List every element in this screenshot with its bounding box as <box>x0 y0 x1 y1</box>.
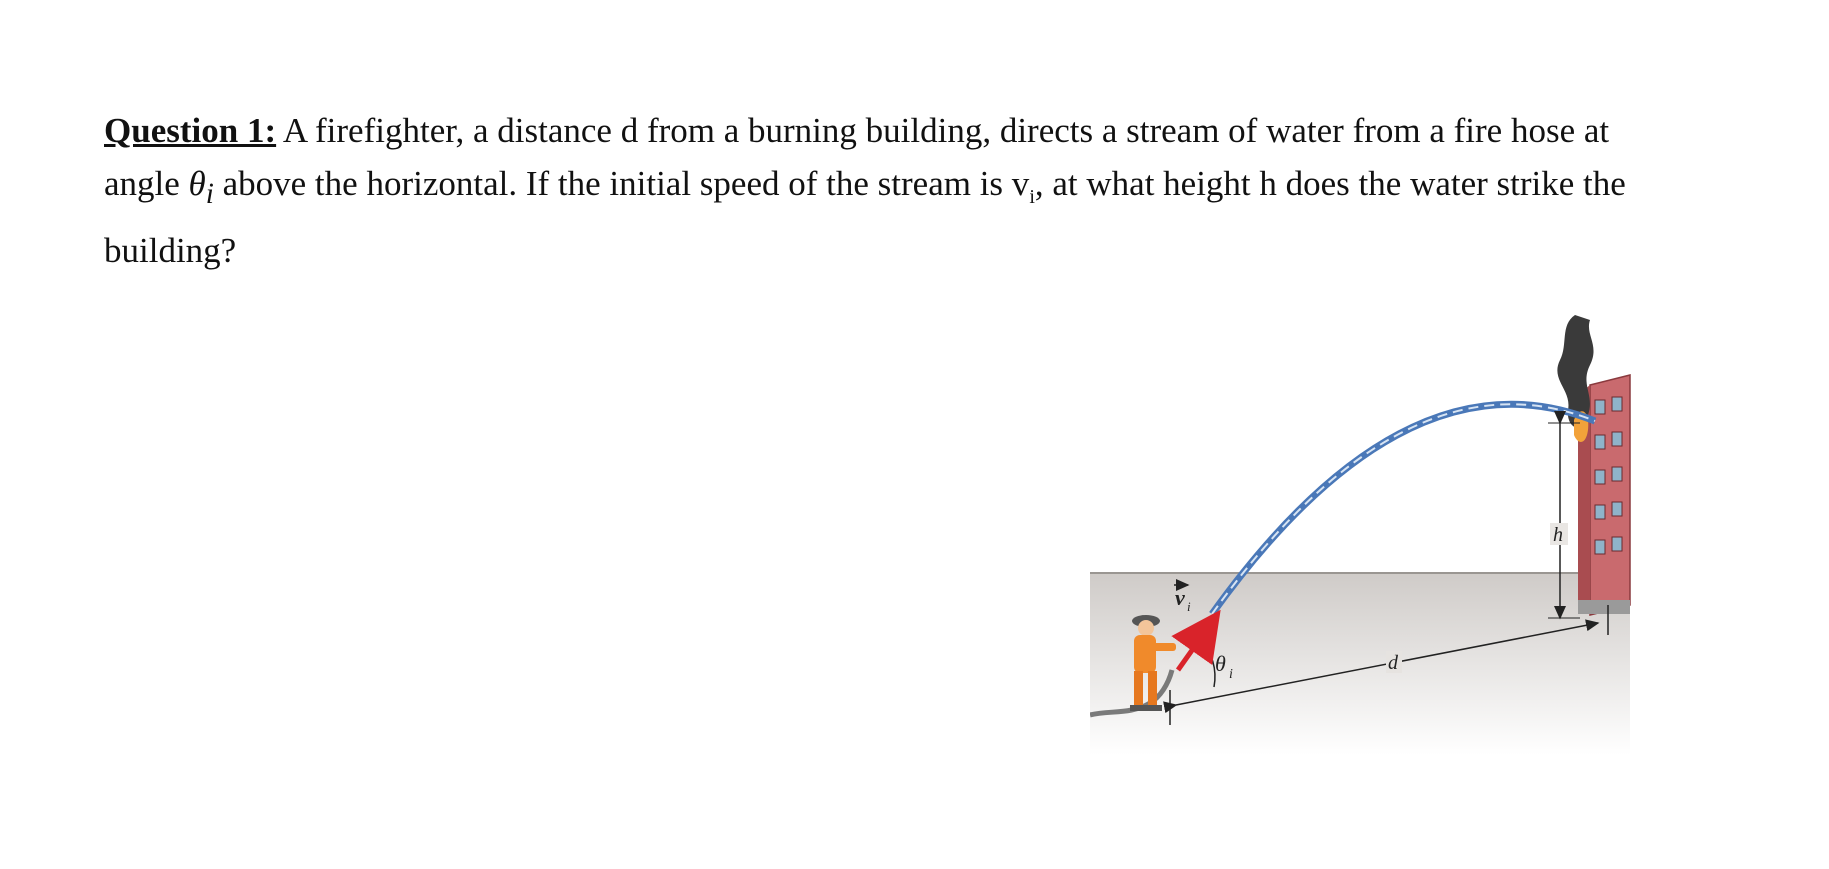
distance-label: d <box>1388 652 1398 674</box>
question-label: Question 1: <box>104 111 277 150</box>
question-paragraph <box>104 104 1664 277</box>
theta-symbol: $\theta_i$ <box>188 164 214 210</box>
question-text-1: A firefighter, a distance d from a burning building, directs a stream of water from a fire hose at angle <box>104 111 1610 203</box>
firefighter-diagram <box>1090 305 1650 755</box>
question-text-3: , at what height h does the water strike the building? <box>104 164 1626 270</box>
svg-text:θ: θ <box>1215 651 1226 676</box>
svg-text:i: i <box>1187 599 1191 614</box>
height-label: h <box>1553 524 1563 546</box>
question-text-2: above the horizontal. If the initial speed of the stream is v <box>213 164 1030 203</box>
svg-text:v: v <box>1175 585 1185 610</box>
svg-text:i: i <box>1229 667 1233 682</box>
v-subscript: i <box>1029 186 1035 208</box>
ground-plane <box>1090 573 1630 755</box>
